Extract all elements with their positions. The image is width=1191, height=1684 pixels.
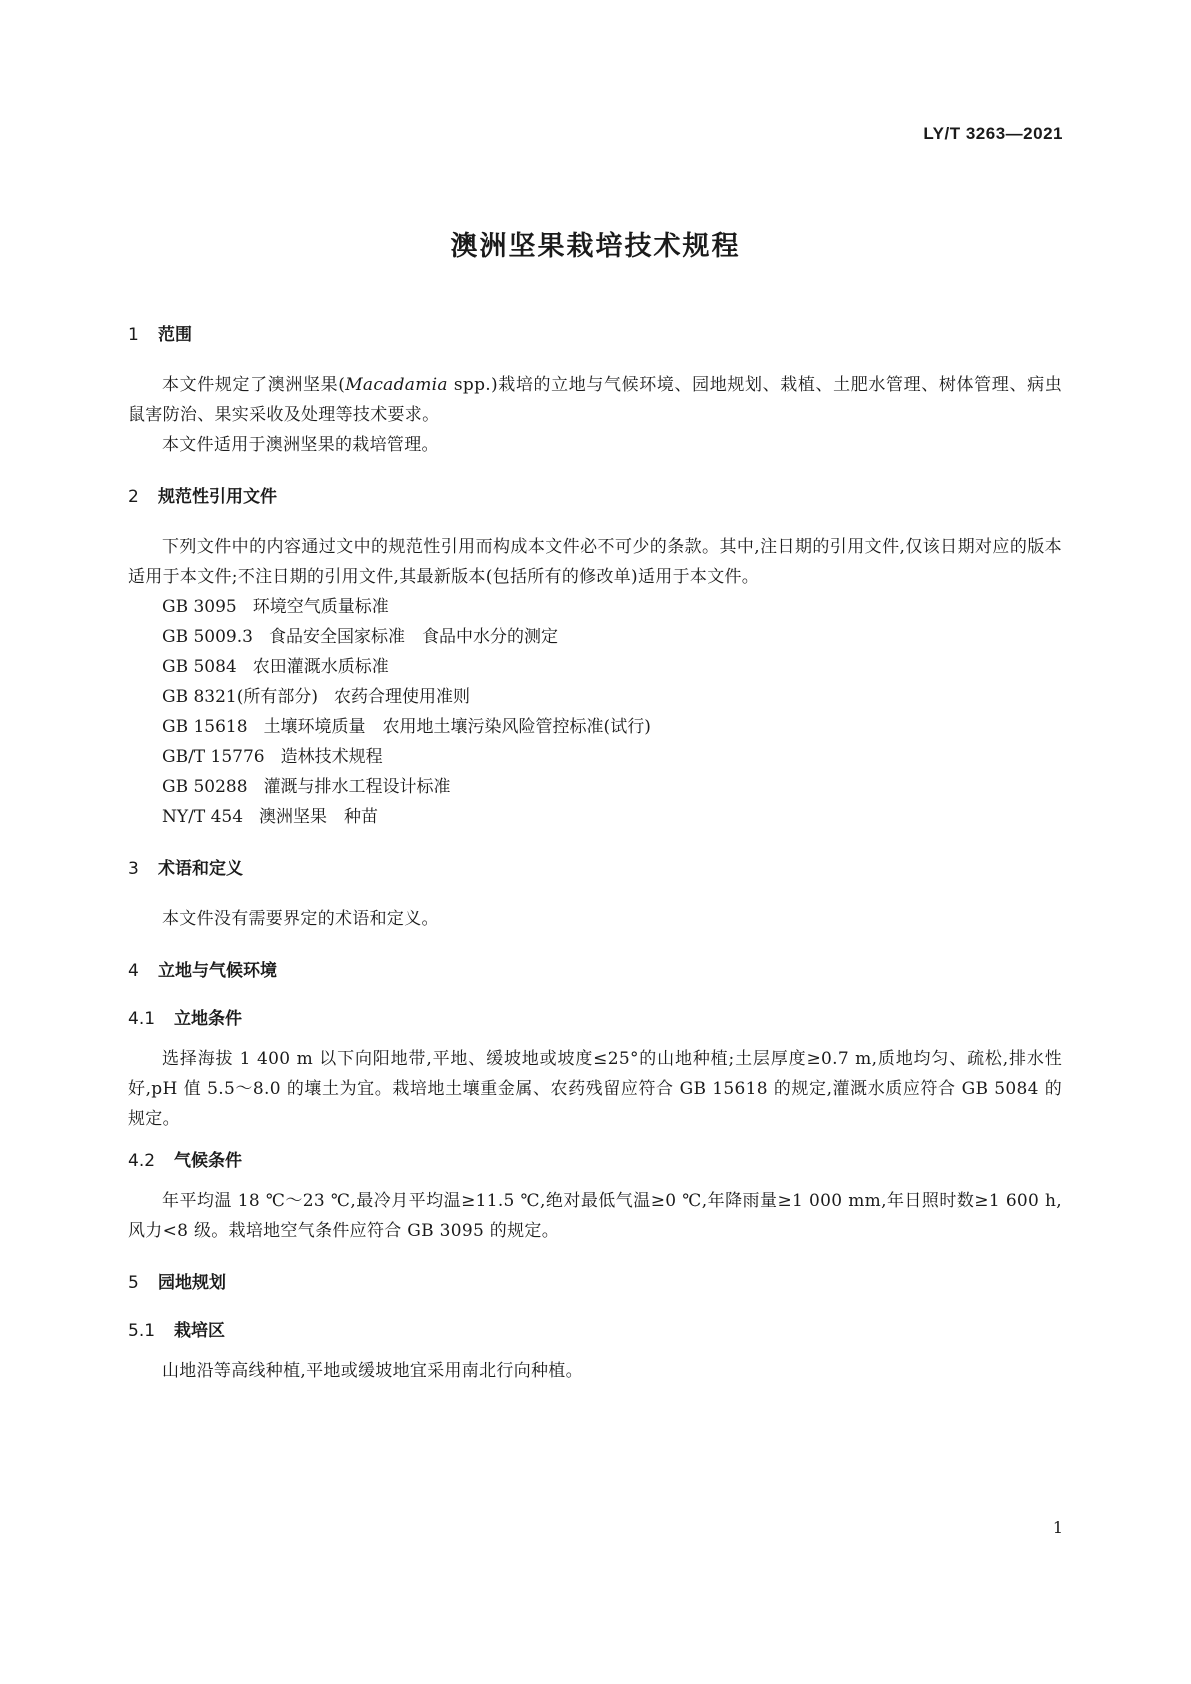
reference-item [128,592,1062,622]
subsection-title: 气候条件 [174,1151,242,1171]
section-1-paragraph-2: 本文件适用于澳洲坚果的栽培管理。 [162,435,439,455]
reference-name: 造林技术规程 [280,747,383,767]
reference-code: GB 50288 [162,777,248,797]
section-title: 术语和定义 [158,859,243,879]
reference-code: GB 15618 [162,717,248,737]
reference-item [128,742,1062,772]
section-number: 3 [128,859,139,879]
reference-name: 灌溉与排水工程设计标准 [263,777,451,797]
section-number: 5 [128,1273,139,1293]
section-4-heading [128,958,1062,984]
section-2-paragraph-1: 下列文件中的内容通过文中的规范性引用而构成本文件必不可少的条款。其中,注日期的引用文件,仅该日期对应的版本适用于本文件;不注日期的引用文件,其最新版本(包括所有的修改单)适用于本文件。 [128,537,1062,587]
reference-code: GB 3095 [162,597,237,617]
reference-code: GB 5009.3 [162,627,253,647]
page-number: 1 [1052,1518,1063,1537]
reference-name: 澳洲坚果 种苗 [259,807,379,827]
subsection-4-2-heading [128,1148,1062,1174]
reference-code: GB 5084 [162,657,237,677]
section-number: 1 [128,325,139,345]
reference-item [128,772,1062,802]
reference-name: 食品安全国家标准 食品中水分的测定 [268,627,558,647]
standard-code: LY/T 3263—2021 [923,124,1063,143]
reference-name: 土壤环境质量 农用地土壤污染风险管控标准(试行) [263,717,651,737]
subsection-title: 立地条件 [174,1009,242,1029]
subsection-4-2-paragraph: 年平均温 18 ℃～23 ℃,最冷月平均温≥11.5 ℃,绝对最低气温≥0 ℃,年降雨量≥1 000 mm,年日照时数≥1 600 h,风力<8 级。栽培地空气条件应符合 GB 3095 的规定。 [128,1191,1062,1241]
section-title: 规范性引用文件 [158,487,277,507]
reference-code: GB 8321(所有部分) [162,687,319,707]
section-1-paragraph-1 [128,370,1062,430]
reference-item [128,622,1062,652]
section-5-heading [128,1270,1062,1296]
section-3-paragraph-1: 本文件没有需要界定的术语和定义。 [162,909,439,929]
reference-name: 环境空气质量标准 [252,597,389,617]
reference-code: NY/T 454 [162,807,244,827]
subsection-number: 4.2 [128,1151,156,1171]
subsection-4-1-heading [128,1006,1062,1032]
italic-genus-name: Macadamia [345,375,448,395]
section-2-heading [128,484,1062,510]
section-3-heading [128,856,1062,882]
subsection-5-1-paragraph: 山地沿等高线种植,平地或缓坡地宜采用南北行向种植。 [162,1361,583,1381]
text-run: spp.)栽培的立地与气候环境、园地规划、栽植、土肥水管理、树体管理、病虫鼠害防治、果实采收及处理等技术要求。 [128,375,1062,425]
reference-code: GB/T 15776 [162,747,265,767]
reference-name: 农田灌溉水质标准 [252,657,389,677]
section-title: 范围 [158,325,192,345]
subsection-title: 栽培区 [174,1321,225,1341]
section-title: 园地规划 [158,1273,226,1293]
subsection-number: 4.1 [128,1009,156,1029]
reference-item [128,652,1062,682]
reference-item [128,712,1062,742]
document-body [128,322,1062,1386]
text-run: 本文件规定了澳洲坚果( [162,375,346,395]
section-title: 立地与气候环境 [158,961,277,981]
reference-name: 农药合理使用准则 [334,687,471,707]
section-number: 4 [128,961,139,981]
document-title: 澳洲坚果栽培技术规程 [450,231,741,262]
section-1-heading [128,322,1062,348]
subsection-number: 5.1 [128,1321,156,1341]
reference-item [128,682,1062,712]
section-number: 2 [128,487,139,507]
subsection-4-1-paragraph: 选择海拔 1 400 m 以下向阳地带,平地、缓坡地或坡度≤25°的山地种植;土层厚度≥0.7 m,质地均匀、疏松,排水性好,pH 值 5.5～8.0 的壤土为宜。栽培地土壤重金属、农药残留应符合 GB 15618 的规定,灌溉水质应符合 GB 5084 的规定。 [128,1049,1062,1129]
reference-item [128,802,1062,832]
subsection-5-1-heading [128,1318,1062,1344]
